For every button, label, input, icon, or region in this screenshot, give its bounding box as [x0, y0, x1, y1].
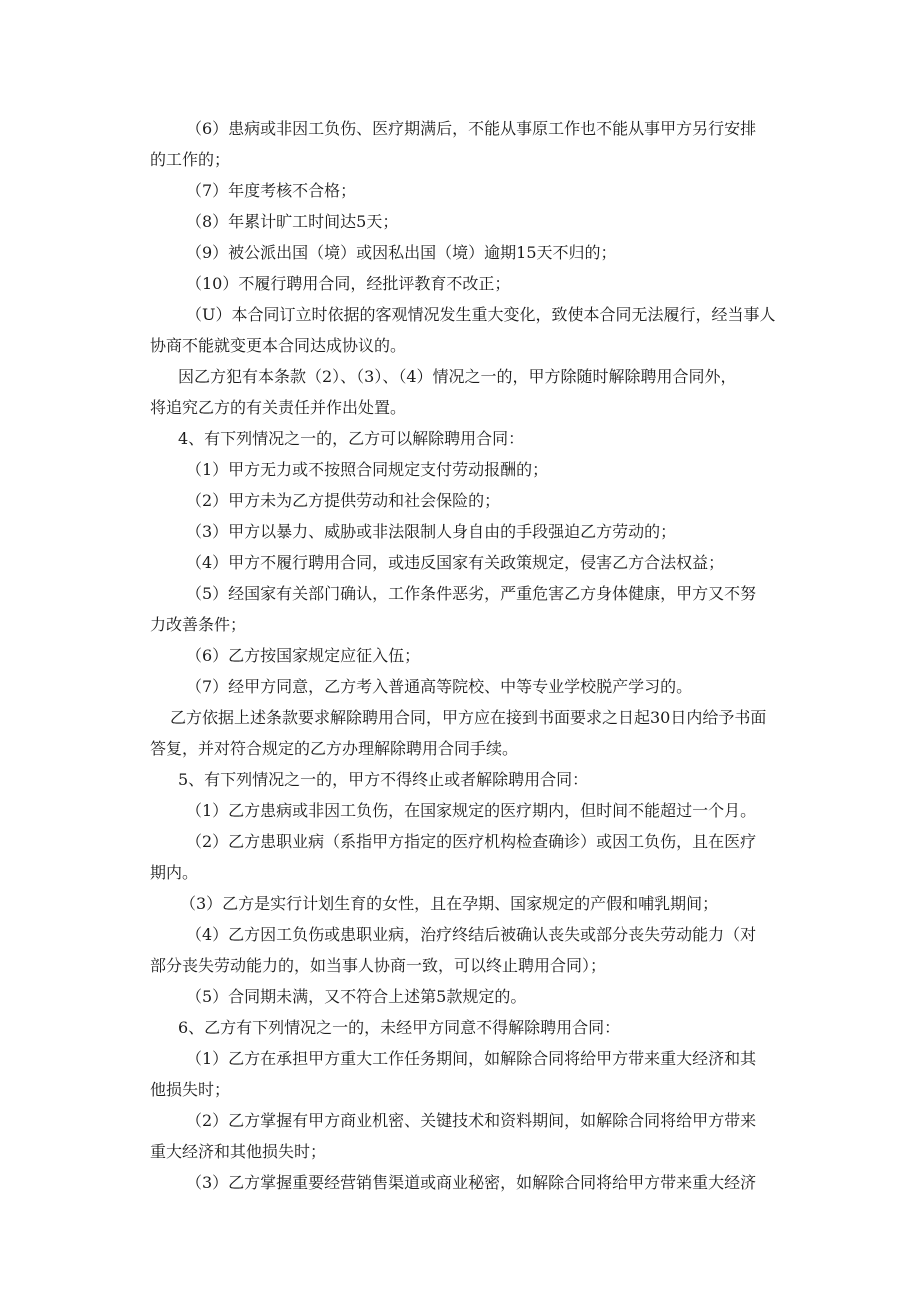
clause-line: 他损失时；	[150, 1080, 231, 1099]
clause-line: 期内。	[150, 863, 199, 882]
clause-line: 部分丧失劳动能力的，如当事人协商一致，可以终止聘用合同）；	[150, 956, 607, 975]
clause-line: 乙方依据上述条款要求解除聘用合同，甲方应在接到书面要求之日起30日内给予书面	[170, 708, 767, 727]
clause-line: （8）年累计旷工时间达5天；	[186, 212, 399, 231]
clause-line: （9）被公派出国（境）或因私出国（境）逾期15天不归的；	[186, 243, 617, 262]
clause-line: （2）乙方患职业病（系指甲方指定的医疗机构检查确诊）或因工负伤，且在医疗	[186, 832, 757, 851]
clause-line: （1）乙方患病或非因工负伤，在国家规定的医疗期内，但时间不能超过一个月。	[186, 801, 757, 820]
section-heading-5: 5、有下列情况之一的，甲方不得终止或者解除聘用合同：	[178, 770, 589, 789]
clause-line: （U）本合同订立时依据的客观情况发生重大变化，致使本合同无法履行，经当事人	[186, 305, 776, 324]
clause-line: （2）甲方未为乙方提供劳动和社会保险的；	[186, 491, 501, 510]
clause-line: 将追究乙方的有关责任并作出处置。	[150, 398, 407, 417]
section-heading-6: 6、乙方有下列情况之一的，未经甲方同意不得解除聘用合同：	[178, 1018, 621, 1037]
clause-line: （1）乙方在承担甲方重大工作任务期间，如解除合同将给甲方带来重大经济和其	[186, 1049, 757, 1068]
clause-line: 重大经济和其他损失时；	[150, 1142, 327, 1161]
clause-line: （3）乙方是实行计划生育的女性，且在孕期、国家规定的产假和哺乳期间；	[180, 894, 719, 913]
clause-line: （7）年度考核不合格；	[186, 181, 357, 200]
clause-line: 力改善条件；	[150, 615, 247, 634]
clause-line: （1）甲方无力或不按照合同规定支付劳动报酬的；	[186, 460, 549, 479]
section-heading-4: 4、有下列情况之一的，乙方可以解除聘用合同：	[178, 429, 525, 448]
clause-line: （6）乙方按国家规定应征入伍；	[186, 646, 421, 665]
clause-line: （3）甲方以暴力、威胁或非法限制人身自由的手段强迫乙方劳动的；	[186, 522, 677, 541]
clause-line: （5）经国家有关部门确认，工作条件恶劣，严重危害乙方身体健康，甲方又不努	[186, 584, 757, 603]
clause-line: （6）患病或非因工负伤、医疗期满后，不能从事原工作也不能从事甲方另行安排	[186, 119, 757, 138]
clause-line: （4）乙方因工负伤或患职业病，治疗终结后被确认丧失或部分丧失劳动能力（对	[186, 925, 757, 944]
clause-line: 因乙方犯有本条款（2）、（3）、（4）情况之一的，甲方除随时解除聘用合同外，	[178, 367, 737, 386]
contract-text-body	[150, 113, 800, 1198]
clause-line: 的工作的；	[150, 150, 231, 169]
clause-line: （4）甲方不履行聘用合同，或违反国家有关政策规定，侵害乙方合法权益；	[186, 553, 725, 572]
clause-line: （5）合同期未满，又不符合上述第5款规定的。	[186, 987, 527, 1006]
clause-line: 答复，并对符合规定的乙方办理解除聘用合同手续。	[150, 739, 519, 758]
clause-line: （10）不履行聘用合同，经批评教育不改正；	[186, 274, 511, 293]
clause-line: （3）乙方掌握重要经营销售渠道或商业秘密，如解除合同将给甲方带来重大经济	[186, 1173, 757, 1192]
clause-line: （7）经甲方同意，乙方考入普通高等院校、中等专业学校脱产学习的。	[186, 677, 693, 696]
clause-line: 协商不能就变更本合同达成协议的。	[150, 336, 407, 355]
clause-line: （2）乙方掌握有甲方商业机密、关键技术和资料期间，如解除合同将给甲方带来	[186, 1111, 757, 1130]
